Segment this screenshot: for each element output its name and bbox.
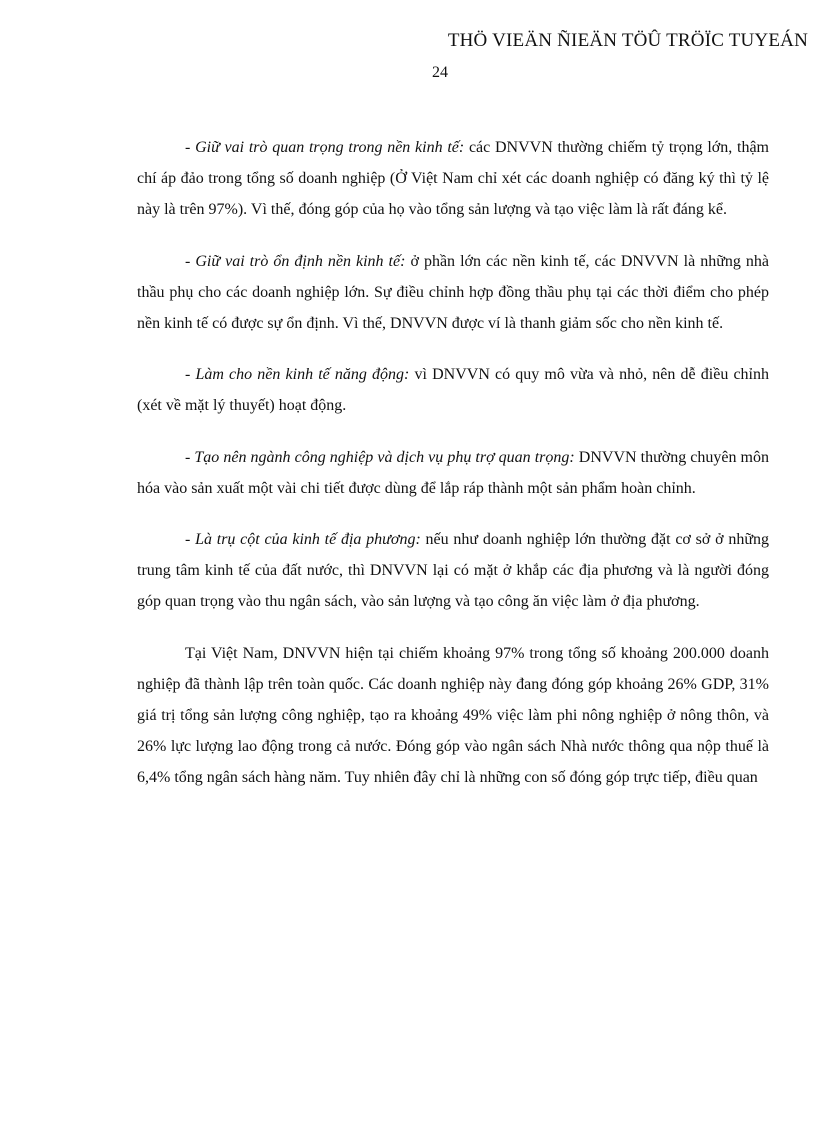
paragraph-lead: - Giữ vai trò ổn định nền kinh tế:: [185, 252, 406, 270]
paragraph-role-supporting-industry: [137, 442, 769, 504]
page-number: 24: [432, 64, 448, 81]
paragraph-role-local-economy: [137, 524, 769, 618]
page-header-title: THÖ VIEÄN ÑIEÄN TÖÛ TRÖÏC TUYEÁN: [447, 30, 808, 51]
paragraph-role-dynamic: [137, 359, 769, 421]
paragraph-lead: - Là trụ cột của kinh tế địa phương:: [185, 531, 421, 549]
paragraph-text: DNVVN thường chuyên môn hóa vào sản xuất một vài chi tiết được dùng để lắp ráp thành một sản phẩm hoàn chỉnh.: [137, 448, 769, 497]
paragraph-lead: - Làm cho nền kinh tế năng động:: [185, 366, 410, 384]
paragraph-role-stabilizing: [137, 246, 769, 340]
document-body: [137, 132, 769, 794]
paragraph-text: Tại Việt Nam, DNVVN hiện tại chiếm khoảng 97% trong tổng số khoảng 200.000 doanh nghiệp đã thành lập trên toàn quốc. Các doanh nghiệp này đang đóng góp khoảng 26% GDP, 31% giá trị tổng sản lượng công nghiệp, tạo ra khoảng 49% việc làm phi nông nghiệp ở nông thôn, và 26% lực lượng lao động trong cả nước. Đóng góp vào ngân sách Nhà nước thông qua nộp thuế là 6,4% tổng ngân sách hàng năm. Tuy nhiên đây chỉ là những con số đóng góp trực tiếp, điều quan: [137, 644, 769, 787]
paragraph-vietnam-statistics: [137, 638, 769, 794]
paragraph-text: ở phần lớn các nền kinh tế, các DNVVN là những nhà thầu phụ cho các doanh nghiệp lớn. Sự điều chỉnh hợp đồng thầu phụ tại các thời điểm cho phép nền kinh tế có được sự ổn định. Vì thế, DNVVN được ví là thanh giảm sốc cho nền kinh tế.: [137, 252, 769, 333]
paragraph-text: vì DNVVN có quy mô vừa và nhỏ, nên dễ điều chỉnh (xét về mặt lý thuyết) hoạt động.: [137, 366, 770, 415]
paragraph-lead: - Giữ vai trò quan trọng trong nền kinh tế:: [185, 139, 465, 156]
paragraph-text: các DNVVN thường chiếm tỷ trọng lớn, thậm chí áp đảo trong tổng số doanh nghiệp (Ở Việt Nam chỉ xét các doanh nghiệp có đăng ký thì tỷ lệ này là trên 97%). Vì thế, đóng góp của họ vào tổng sản lượng và tạo việc làm là rất đáng kể.: [137, 139, 770, 219]
paragraph-role-important: [137, 132, 769, 226]
paragraph-text: nếu như doanh nghiệp lớn thường đặt cơ sở ở những trung tâm kinh tế của đất nước, thì DNVVN lại có mặt ở khắp các địa phương và là người đóng góp quan trọng vào thu ngân sách, vào sản lượng và tạo công ăn việc làm ở địa phương.: [137, 531, 769, 611]
paragraph-lead: - Tạo nên ngành công nghiệp và dịch vụ phụ trợ quan trọng:: [185, 448, 575, 466]
